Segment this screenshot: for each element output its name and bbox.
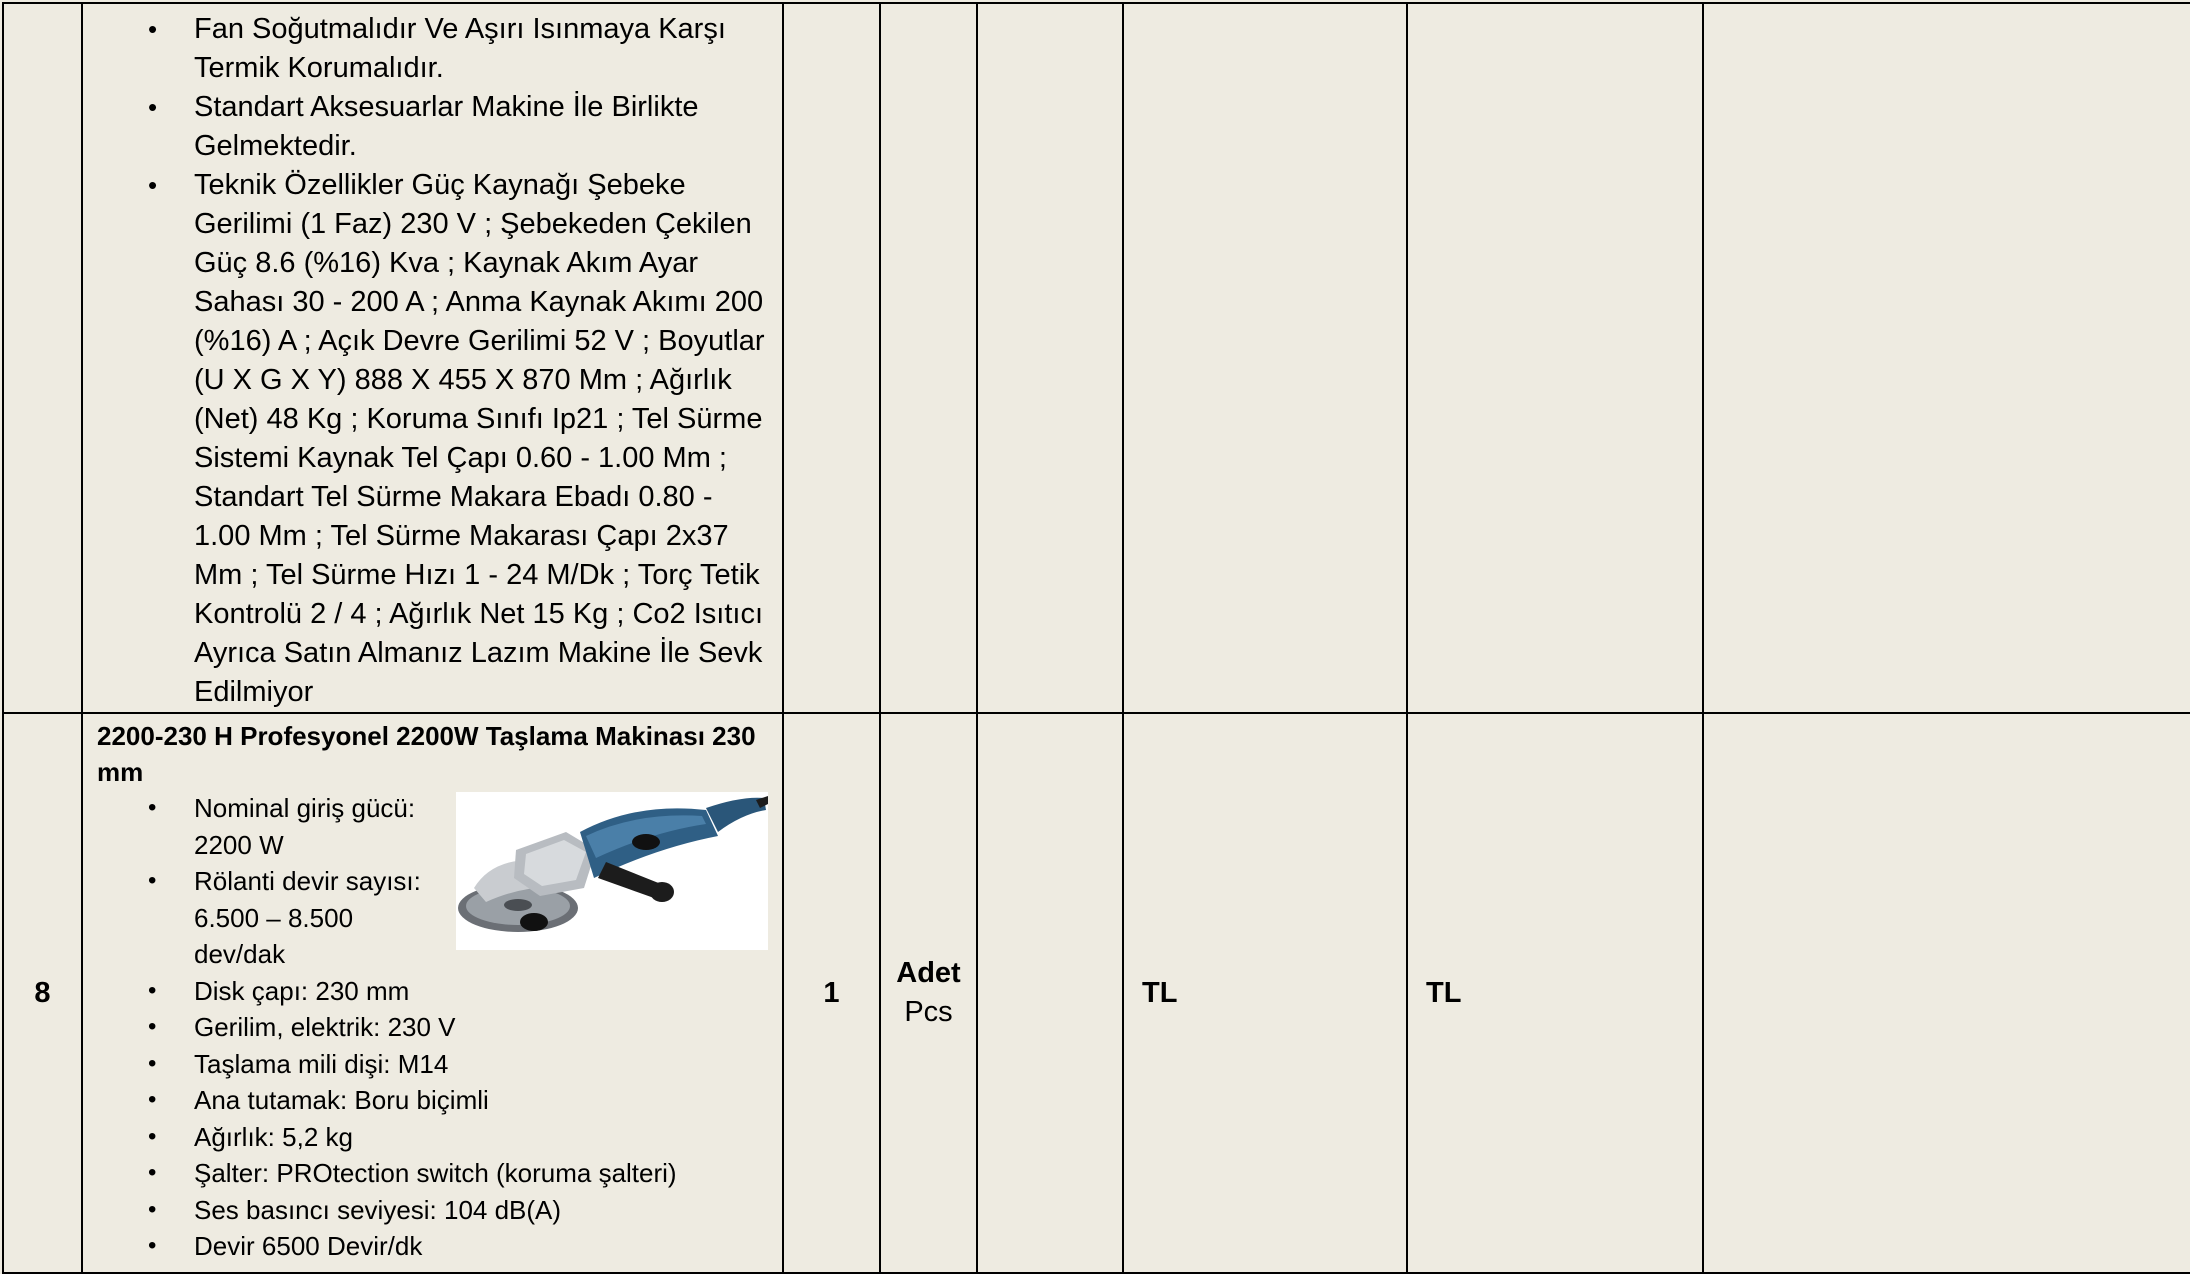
bullet-icon: •: [148, 1049, 157, 1077]
empty-cell: [977, 3, 1123, 713]
list-item: • Devir 6500 Devir/dk: [83, 1228, 782, 1265]
unit-price-cell: [1123, 3, 1407, 713]
bullet-icon: •: [148, 794, 157, 821]
bullet-icon: •: [148, 867, 157, 894]
notes-cell: [1703, 3, 2190, 713]
spec-list: [83, 4, 782, 712]
bullet-icon: •: [148, 14, 158, 44]
product-title: 2200-230 H Profesyonel 2200W Taşlama Makinası 230 mm: [97, 721, 756, 787]
description-cell: [82, 3, 783, 713]
empty-cell: [977, 713, 1123, 1273]
description-cell: [82, 713, 783, 1273]
spec-list: [83, 790, 782, 1265]
quantity-cell: 1: [783, 713, 880, 1273]
unit-price-cell: TL: [1123, 713, 1407, 1273]
list-item: • Gerilim, elektrik: 230 V: [83, 1009, 782, 1046]
table-row: [3, 3, 2190, 713]
list-item: • Ağırlık: 5,2 kg: [83, 1119, 782, 1156]
list-item: • Disk çapı: 230 mm: [83, 973, 782, 1010]
table-row: [3, 713, 2190, 1273]
quantity-cell: [783, 3, 880, 713]
bullet-icon: •: [148, 1013, 157, 1040]
list-item: • Teknik Özellikler Güç Kaynağı Şebeke Gerilimi (1 Faz) 230 V ; Şebekeden Çekilen Güç 8.6 (%16) Kva ; Kaynak Akım Ayar Sahası 30 - 200 A ; Anma Kaynak Akımı 200 (%16) A ; Açık Devre Gerilimi 52 V ; Boyutlar (U X G X Y) 888 X 455 X 870 Mm ; Ağırlık (Net) 48 Kg ; Koruma Sınıfı Ip21 ; Tel Sürme Sistemi Kaynak Tel Çapı 0.60 - 1.00 Mm ; Standart Tel Sürme Makara Ebadı 0.80 - 1.00 Mm ; Tel Sürme Makarası Çapı 2x37 Mm ; Tel Sürme Hızı 1 - 24 M/Dk ; Torç Tetik Kontrolü 2 / 4 ; Ağırlık Net 15 Kg ; Co2 Isıtıcı Ayrıca Satın Almanız Lazım Makine İle Sevk Edilmiyor: [83, 166, 782, 712]
bullet-icon: •: [148, 1159, 157, 1186]
bullet-icon: •: [148, 976, 157, 1004]
bullet-icon: •: [148, 1232, 157, 1259]
list-item: • Rölanti devir sayısı: 6.500 – 8.500 dev/dak: [83, 863, 782, 973]
list-item: • Ses basıncı seviyesi: 104 dB(A): [83, 1192, 782, 1229]
list-item: • Ana tutamak: Boru biçimli: [83, 1082, 782, 1119]
list-item: • Fan Soğutmalıdır Ve Aşırı Isınmaya Karşı Termik Korumalıdır.: [83, 10, 782, 88]
bullet-icon: •: [148, 1086, 157, 1113]
bullet-icon: •: [148, 170, 158, 200]
unit-cell: [880, 713, 977, 1273]
bullet-icon: •: [148, 1195, 157, 1223]
notes-cell: [1703, 713, 2190, 1273]
list-item: • Standart Aksesuarlar Makine İle Birlikte Gelmektedir.: [83, 88, 782, 166]
list-item: • Şalter: PROtection switch (koruma şalteri): [83, 1155, 782, 1192]
bullet-icon: •: [148, 1122, 157, 1150]
item-number-cell: 8: [3, 713, 82, 1273]
unit-label-en: Pcs: [904, 996, 953, 1028]
list-item: • Nominal giriş gücü: 2200 W: [83, 790, 782, 863]
bullet-icon: •: [148, 92, 158, 122]
price-table: [2, 2, 2190, 1274]
list-item: • Taşlama mili dişi: M14: [83, 1046, 782, 1083]
total-price-cell: [1407, 3, 1703, 713]
total-price-cell: TL: [1407, 713, 1703, 1273]
unit-cell: [880, 3, 977, 713]
item-number-cell: [3, 3, 82, 713]
unit-label-tr: Adet: [896, 957, 961, 989]
